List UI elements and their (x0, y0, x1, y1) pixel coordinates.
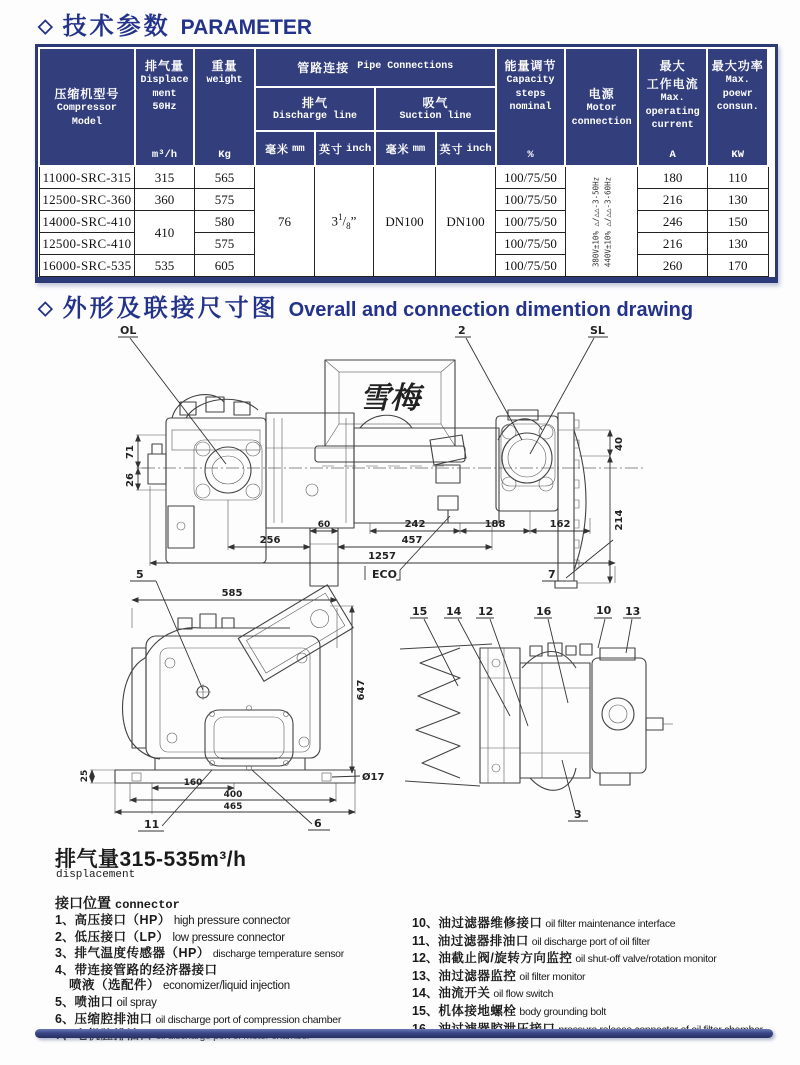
cell-capacity: 100/75/50 (496, 189, 566, 211)
dim-457: 457 (401, 535, 423, 546)
side-view-drawing (118, 324, 645, 690)
section2-title-en: Overall and connection dimention drawing (288, 299, 694, 321)
list-item: 2、 低压接口（LP） low pressure connector (55, 929, 285, 944)
cell-power: 130 (707, 233, 768, 255)
model-en2: Model (71, 116, 102, 128)
diamond-icon: ◇ (38, 298, 53, 319)
section2-title-zh: 外形及联接尺寸图 (62, 295, 279, 322)
footer-divider-bar (35, 1029, 773, 1038)
displacement-title: 排气量315-535m³/h (55, 848, 247, 871)
cell-model: 12500-SRC-360 (39, 189, 135, 211)
dim-188: 188 (484, 519, 506, 530)
partial-view-drawing (400, 604, 673, 821)
cell-discharge-mm: 76 (255, 166, 314, 277)
cur-unit: A (669, 149, 676, 161)
list-item: 15、 机体接地螺栓 body grounding bolt (412, 1003, 606, 1018)
end-view-drawing (80, 585, 384, 831)
dim-1257: 1257 (368, 551, 396, 562)
cell-power: 110 (707, 166, 768, 189)
dim-400: 400 (223, 790, 243, 800)
diamond-icon: ◇ (38, 16, 53, 37)
weight-unit: Kg (218, 149, 231, 161)
dim-647: 647 (356, 679, 367, 701)
list-item: 12、 油截止阀/旋转方向监控 oil shut-off valve/rotation monitor (412, 951, 717, 966)
cell-weight: 605 (194, 255, 254, 277)
cell-weight: 575 (194, 233, 254, 255)
list-item: 14、 油流开关 oil flow switch (412, 986, 554, 1001)
dim-71: 71 (125, 445, 136, 459)
table-row (39, 166, 768, 189)
list-item: 6、 压缩腔排油口 oil discharge port of compression chamber (55, 1011, 342, 1026)
list-item: 11、 油过滤器排油口 oil discharge port of oil filter (412, 933, 650, 948)
spec-table-frame (35, 44, 778, 283)
dim-dia17: Ø17 (362, 772, 385, 783)
disp-en2: ment (152, 88, 177, 100)
pow-en2: poewr (722, 88, 753, 100)
pow-zh: 最大功率 (711, 59, 764, 73)
label-OL: OL (120, 324, 137, 337)
suction-mm-header: 毫米 mm (374, 132, 434, 165)
cell-power: 150 (707, 211, 768, 233)
disp-zh: 排气量 (145, 59, 185, 73)
cell-current: 216 (638, 233, 708, 255)
disp-unit: m³/h (151, 149, 178, 161)
pow-en3: consun. (716, 102, 759, 113)
dim-214: 214 (614, 509, 625, 531)
suction-zh: 吸气 (422, 96, 449, 111)
cell-displacement: 535 (135, 255, 194, 277)
section1-title-en: PARAMETER (180, 16, 313, 39)
suction-inch-header: 英寸 inch (435, 132, 495, 165)
cell-model: 16000-SRC-535 (39, 255, 135, 277)
col-header-power (707, 48, 768, 166)
section1-title-zh: 技术参数 (62, 13, 171, 40)
cell-displacement: 315 (135, 166, 194, 189)
motor-en2: connection (571, 116, 632, 128)
connector-heading (55, 893, 180, 913)
list-item-continuation: 喷液（选配件） economizer/liquid injection (69, 978, 290, 993)
connector-list-left (55, 913, 410, 1044)
header-row (39, 48, 768, 166)
label-11: 11 (144, 818, 160, 831)
dim-256: 256 (259, 535, 281, 546)
discharge-line-header (256, 88, 375, 130)
cell-current: 246 (638, 211, 708, 233)
cell-model: 14000-SRC-410 (39, 211, 135, 233)
cap-unit: % (527, 149, 534, 161)
cell-weight: 575 (194, 189, 254, 211)
model-zh: 压缩机型号 (54, 87, 120, 101)
dim-40: 40 (614, 437, 625, 451)
list-item: 10、 油过滤器维修接口 oil filter maintenance interface (412, 916, 676, 930)
cell-capacity: 100/75/50 (496, 255, 566, 277)
cur-en1: Max. (660, 93, 685, 104)
dim-26: 26 (125, 473, 136, 487)
discharge-en: Discharge line (272, 111, 357, 123)
cap-en3: nominal (509, 102, 552, 113)
suction-line-header (374, 88, 495, 130)
cell-capacity: 100/75/50 (496, 233, 566, 255)
dim-242: 242 (404, 519, 426, 530)
cell-displacement: 360 (135, 189, 194, 211)
cell-model: 11000-SRC-315 (39, 166, 135, 189)
dim-60: 60 (317, 520, 331, 530)
label-7: 7 (548, 568, 556, 581)
pow-unit: KW (731, 149, 745, 161)
section-title-parameter (38, 6, 312, 41)
cur-zh1: 最大 (659, 59, 686, 73)
list-item: 5、 喷油口 oil spray (55, 994, 157, 1009)
disp-en3: 50Hz (152, 102, 177, 113)
discharge-inch-header: 英寸 inch (314, 132, 374, 165)
cap-en2: steps (515, 88, 546, 100)
label-SL: SL (590, 324, 605, 337)
cur-zh2: 工作电流 (646, 77, 699, 91)
motor-zh: 电源 (588, 87, 615, 101)
discharge-zh: 排气 (301, 96, 328, 111)
cell-power: 170 (707, 255, 768, 277)
col-header-motor (565, 48, 638, 166)
label-10: 10 (596, 604, 612, 617)
pow-en1: Max. (725, 75, 750, 86)
cell-weight: 565 (194, 166, 254, 189)
cell-capacity: 100/75/50 (496, 211, 566, 233)
label-13: 13 (625, 605, 641, 618)
connector-heading-zh: 接口位置 (55, 895, 111, 911)
cap-zh: 能量调节 (504, 59, 557, 73)
model-en1: Compressor (56, 103, 117, 114)
cell-current: 216 (638, 189, 708, 211)
brand-logo: 雪梅 (360, 382, 420, 415)
label-3: 3 (574, 808, 582, 821)
connector-heading-en: connector (115, 898, 180, 912)
weight-zh: 重量 (211, 59, 238, 73)
col-header-pipe-connections (255, 48, 496, 166)
dimension-drawing (60, 318, 750, 847)
dim-25: 25 (80, 769, 90, 783)
displacement-subtitle: displacement (56, 869, 136, 881)
cell-motor-connection (565, 166, 638, 277)
dim-465: 465 (223, 802, 243, 812)
cell-suction-mm: DN100 (374, 166, 436, 277)
list-item: 3、 排气温度传感器（HP） discharge temperature sensor (55, 946, 344, 961)
discharge-mm-header: 毫米 mm (265, 142, 305, 156)
connector-list-right (412, 916, 800, 1037)
dim-160: 160 (183, 778, 203, 788)
list-item: 13、 油过滤器监控 oil filter monitor (412, 968, 586, 983)
list-item: 1、 高压接口（HP） high pressure connector (55, 913, 291, 927)
cell-current: 180 (638, 166, 708, 189)
cur-en2: operating (645, 106, 700, 118)
label-6: 6 (314, 817, 322, 830)
cap-en1: Capacity (506, 75, 555, 86)
motor-connection-rotated-text: 380V±10% △/△△-3-50Hz 440V±10% △/△△-3-60Hz (590, 176, 612, 267)
spec-table (38, 47, 769, 277)
list-item: 4、 带连接管路的经济器接口 (55, 962, 218, 977)
col-header-weight (194, 48, 254, 166)
cell-capacity: 100/75/50 (496, 166, 566, 189)
label-12: 12 (478, 605, 494, 618)
label-14: 14 (446, 605, 462, 618)
col-header-displacement (135, 48, 194, 166)
cell-model: 12500-SRC-410 (39, 233, 135, 255)
cell-displacement-merged: 410 (135, 211, 194, 255)
label-15: 15 (412, 605, 428, 618)
cell-current: 260 (638, 255, 708, 277)
label-2: 2 (458, 324, 466, 337)
compressor-drawing-svg (60, 318, 750, 842)
pipe-zh: 管路连接 (297, 61, 350, 75)
pipe-en: Pipe Connections (357, 61, 454, 73)
col-header-current (638, 48, 708, 166)
disp-en1: Displace (140, 75, 189, 86)
col-header-model (39, 48, 135, 166)
label-5: 5 (136, 568, 144, 581)
suction-en: Suction line (399, 111, 472, 123)
label-ECO: ECO (372, 568, 397, 581)
label-16: 16 (536, 605, 552, 618)
cur-en3: current (651, 120, 694, 131)
cell-weight: 580 (194, 211, 254, 233)
cell-suction-inch: DN100 (435, 166, 496, 277)
weight-en: weight (206, 75, 243, 86)
motor-en1: Motor (586, 103, 617, 114)
dim-162: 162 (549, 519, 571, 530)
cell-power: 130 (707, 189, 768, 211)
cell-discharge-inch: $3^1/_8$” (314, 166, 373, 277)
dim-585: 585 (221, 588, 243, 599)
col-header-capacity (496, 48, 566, 166)
